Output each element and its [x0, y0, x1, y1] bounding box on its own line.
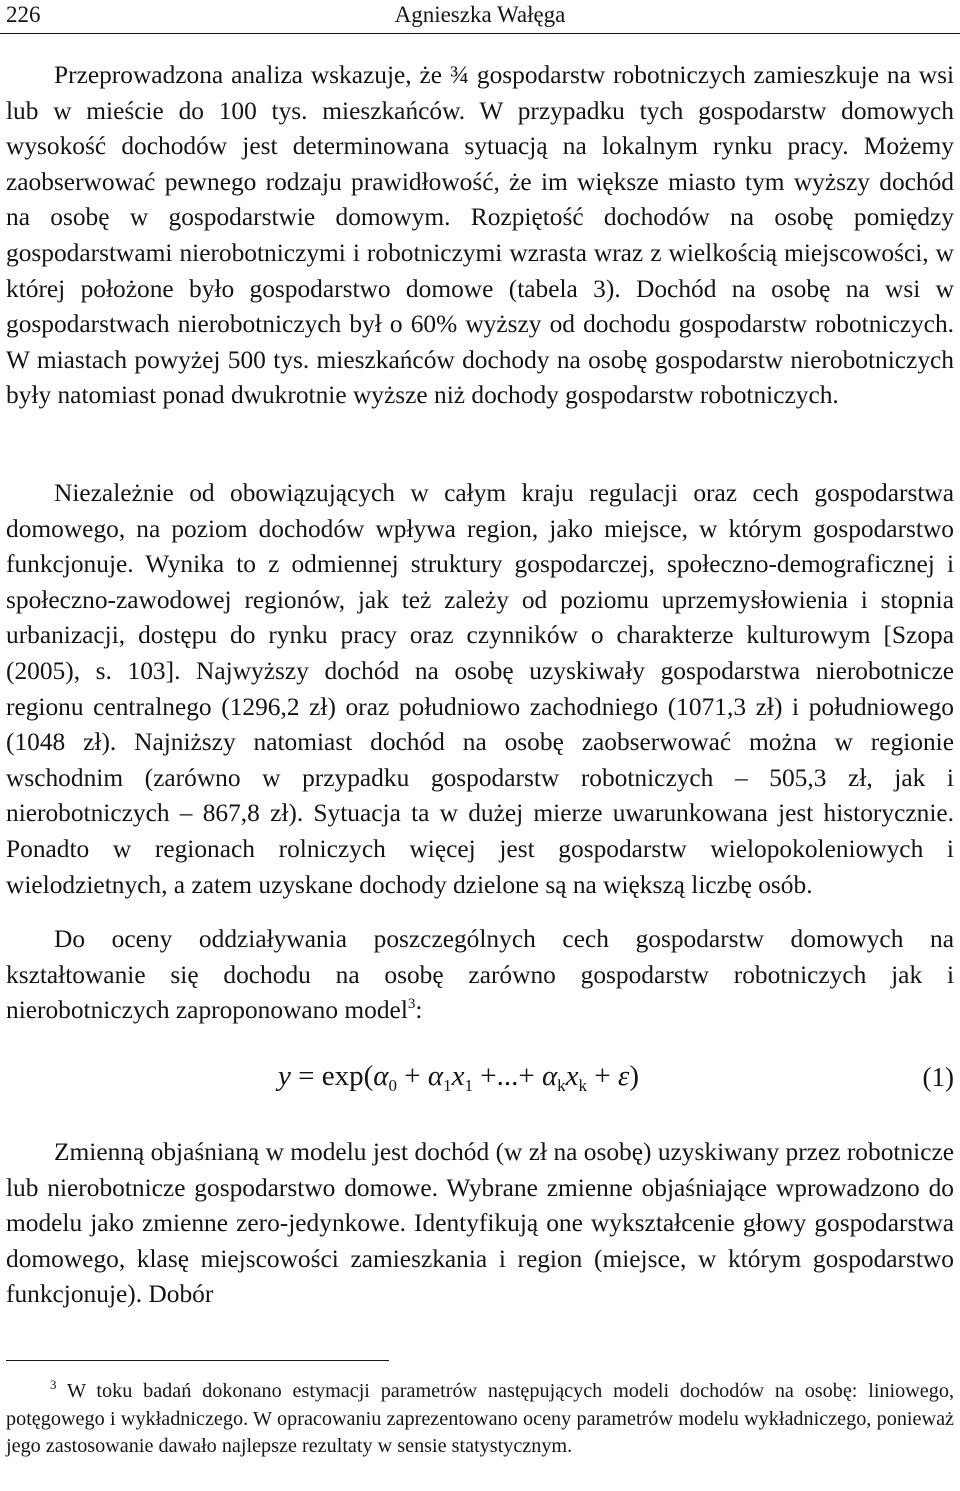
eq-subxk: k	[578, 1076, 588, 1095]
eq-epsilon: ε	[617, 1060, 630, 1092]
header-rule	[0, 33, 960, 34]
paragraph-text-main: Do oceny oddziaływania poszczególnych cech gospodarstw domowych na kształtowanie się dochodu na osobę zarówno gospodarstw robotniczych jak i nierobotniczych zaproponowano model	[6, 925, 954, 1025]
eq-alphak: α	[541, 1060, 558, 1092]
paragraph-text	[6, 922, 954, 1029]
footnote-reference: 3	[407, 996, 416, 1013]
eq-subx1: 1	[464, 1076, 473, 1095]
running-head-author: Agnieszka Wałęga	[394, 2, 566, 27]
page-header	[0, 0, 960, 34]
paragraph-text-end: :	[415, 996, 423, 1025]
paragraph-2	[6, 476, 954, 903]
eq-alpha0: α	[373, 1060, 389, 1092]
footnote-marker: 3	[50, 1377, 57, 1392]
footnote-text	[6, 1378, 954, 1461]
footnote	[6, 1378, 954, 1461]
eq-plus: +	[397, 1060, 428, 1092]
paragraph-text: Przeprowadzona analiza wskazuje, że ¾ gospodarstw robotniczych zamieszkuje na wsi lub w mieście do 100 tys. mieszkańców. W przypadku tych gospodarstw domowych wysokość dochodów jest determinowana sytuacją na lokalnym rynku pracy. Możemy zaobserwować pewnego rodzaju prawidłowość, że im większe miasto tym wyższy dochód na osobę w gospodarstwie domowym. Rozpiętość dochodów na osobę pomiędzy gospodarstwami nierobotniczymi i robotniczymi wzrasta wraz z wielkością miejscowości, w której położone było gospodarstwo domowe (tabela 3). Dochód na osobę na wsi w gospodarstwach nierobotniczych był o 60% wyższy od dochodu gospodarstw robotniczych. W miastach powyżej 500 tys. mieszkańców dochody na osobę gospodarstw nierobotniczych były natomiast ponad dwukrotnie wyższe niż dochody gospodarstw robotniczych.	[6, 61, 954, 410]
page-number: 226	[6, 2, 41, 27]
eq-alpha1: α	[427, 1060, 444, 1092]
eq-xk: x	[565, 1060, 579, 1092]
eq-close: )	[629, 1060, 640, 1092]
eq-sub0: 0	[388, 1076, 397, 1095]
eq-sub1: 1	[443, 1076, 452, 1095]
equation-number: (1)	[922, 1062, 954, 1092]
paragraph-text: Zmienną objaśnianą w modelu jest dochód (w zł na osobę) uzyskiwany przez robotnicze lub nierobotnicze gospodarstwo domowe. Wybrane zmienne objaśniające wprowadzono do modelu jako zmienne zero-jedynkowe. Identyfikują one wykształcenie głowy gospodarstwa domowego, klasę miejscowości zamieszkania i region (miejsce, w którym gospodarstwo funkcjonuje). Dobór	[6, 1138, 954, 1309]
paragraph-4	[6, 1135, 954, 1313]
paragraph-1	[6, 58, 954, 414]
eq-subk: k	[557, 1076, 566, 1095]
paragraph-text: Niezależnie od obowiązujących w całym kraju regulacji oraz cech gospodarstwa domowego, na poziom dochodów wpływa region, jako miejsce, w którym gospodarstwo funkcjonuje. Wynika to z odmiennej struktury gospodarczej, społeczno-demograficznej i społeczno-zawodowej regionów, jak też zależy od poziomu uprzemysłowienia i stopnia urbanizacji, dostępu do rynku pracy oraz czynników o charakterze kulturowym [Szopa (2005), s. 103]. Najwyższy dochód na osobę uzyskiwały gospodarstwa nierobotnicze regionu centralnego (1296,2 zł) oraz południowo zachodniego (1071,3 zł) i południowego (1048 zł). Najniższy natomiast dochód na osobę zaobserwować można w regionie wschodnim (zarówno w przypadku gospodarstw robotniczych – 505,3 zł, jak i nierobotniczych – 867,8 zł). Sytuacja ta w dużej mierze uwarunkowana jest historycznie. Ponadto w regionach rolniczych więcej jest gospodarstw wielopokoleniowych i wielodzietnych, a zatem uzyskane dochody dzielone są na większą liczbę osób.	[6, 479, 954, 899]
paragraph-3	[6, 922, 954, 1029]
footnote-rule	[6, 1360, 389, 1361]
footnote-body: W toku badań dokonano estymacji parametrów następujących modeli dochodów na osobę: liniowego, potęgowego i wykładniczego. W opracowaniu zaprezentowano oceny parametrów modelu wykładniczego, ponieważ jego zastosowanie dawało najlepsze rezultaty w sensie statystycznym.	[6, 1380, 954, 1458]
eq-plus: +	[587, 1060, 618, 1092]
eq-exp: = exp(	[290, 1060, 374, 1092]
eq-y: y	[278, 1060, 291, 1092]
equation-formula	[278, 1060, 639, 1093]
eq-x1: x	[451, 1060, 465, 1092]
model-equation	[0, 1060, 960, 1108]
eq-dots: +...+	[472, 1060, 542, 1092]
